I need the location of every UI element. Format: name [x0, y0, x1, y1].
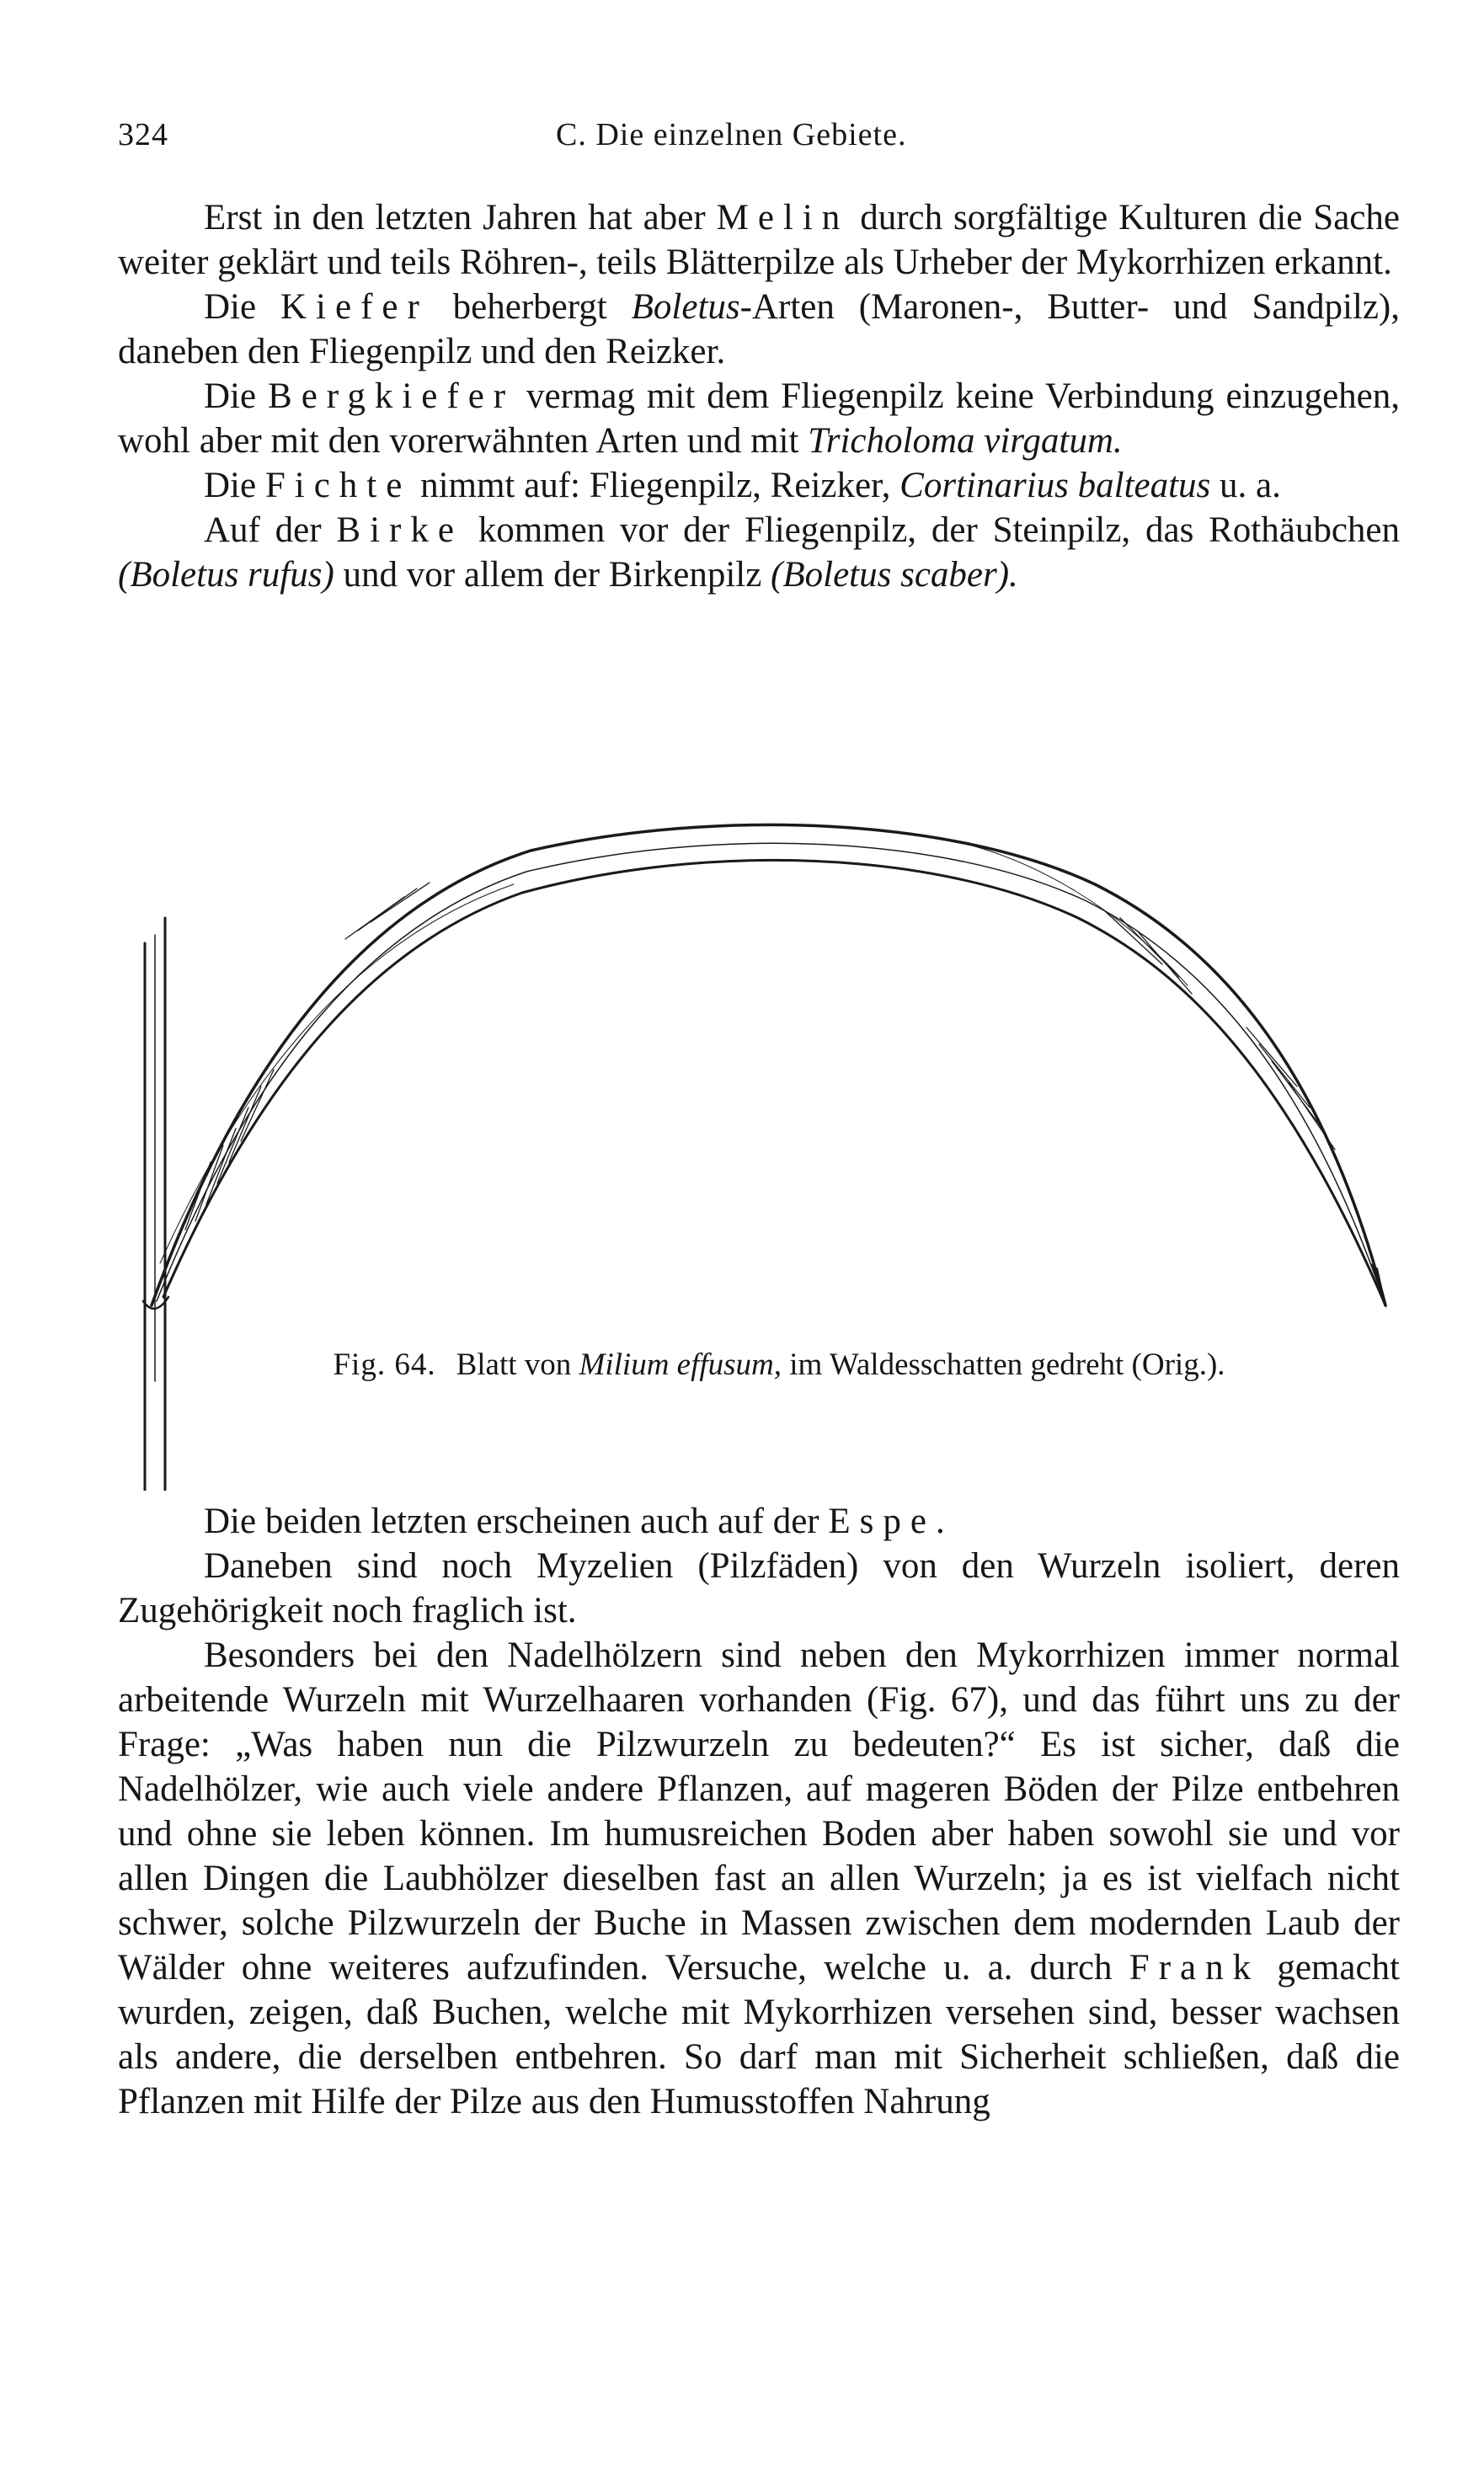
spaced-tree-espe: Espe — [828, 1502, 936, 1541]
paragraph-birke — [118, 508, 1400, 597]
caption-text: im Waldesschatten gedreht (Orig.). — [782, 1347, 1225, 1382]
paragraph-myzelien: Daneben sind noch Myzelien (Pilzfäden) von den Wurzeln isoliert, deren Zugehörigkeit noch fraglich ist. — [118, 1546, 1400, 1630]
text-run: Die — [204, 376, 269, 416]
text-run: gemacht wurden, zeigen, daß Buchen, welche mit Mykorrhizen versehen sind, besser wachsen als andere, die derselben entbehren. So darf man mit Sicherheit schließen, daß die Pflanzen mit Hilfe der Pilze aus den Humusstoffen Nahrung — [118, 1948, 1400, 2121]
text-run: vermag mit dem Fliegenpilz keine Verbindung einzugehen, wohl aber mit den vorerwähnten Arten und mit — [118, 376, 1400, 461]
figure-64 — [126, 792, 1407, 1491]
italic-species-boletus-rufus: (Boletus rufus) — [118, 555, 334, 595]
text-run: Besonders bei den Nadelhölzern sind neben den Mykorrhizen immer normal arbeitende Wurzeln mit Wurzelhaaren vorhanden (Fig. 67), und das führt uns zu der Frage: „Was haben nun die Pilzwurzeln zu bedeuten?“ Es ist sicher, daß die Nadelhölzer, wie auch viele andere Pflanzen, auf mageren Böden der Pilze entbehren und ohne sie leben können. Im humusreichen Boden aber haben sowohl sie und vor allen Dingen die Laubhölzer dieselben fast an allen Wurzeln; ja es ist vielfach nicht schwer, solche Pilzwurzeln der Buche in Massen zwischen dem modernden Laub der Wälder ohne weiteres aufzufinden. Versuche, welche u. a. durch — [118, 1636, 1400, 1988]
text-run: beherbergt — [428, 287, 632, 327]
text-run: Erst in den letzten Jahren hat aber — [204, 198, 717, 237]
leaf-vein-left — [160, 884, 514, 1263]
spaced-tree-fichte: Fichte — [264, 466, 412, 505]
spaced-tree-kiefer: Kiefer — [280, 287, 429, 327]
text-run: Auf der — [204, 510, 337, 550]
text-run: . — [935, 1502, 945, 1541]
leaf-midrib — [157, 843, 1385, 1305]
top-text-block — [118, 195, 1400, 597]
spaced-tree-birke: Birke — [336, 510, 463, 550]
page-number: 324 — [118, 117, 168, 152]
text-run: -Arten (Maronen-, Butter- und Sandpilz), daneben den Fliegenpilz und den Reizker. — [118, 287, 1400, 371]
text-run: Die — [204, 287, 280, 327]
text-run: nimmt auf: Fliegenpilz, Reizker, — [411, 466, 900, 505]
paragraph-kiefer — [118, 285, 1400, 374]
text-run: und vor allem der Birkenpilz — [334, 555, 771, 595]
paragraph-espe — [118, 1499, 1400, 1544]
bottom-text-block — [118, 1499, 1400, 2124]
caption-text: Blatt von — [456, 1347, 579, 1382]
spaced-tree-bergkiefer: Bergkiefer — [268, 376, 515, 416]
page-header — [118, 116, 1398, 158]
leaf-inner-edge — [163, 860, 1385, 1305]
caption-species: Milium effusum, — [579, 1347, 782, 1382]
figure-caption — [316, 1343, 1242, 1387]
figure-label: Fig. 64. — [333, 1347, 436, 1382]
paragraph-melin — [118, 195, 1400, 285]
leaf-hatching — [185, 883, 1335, 1230]
paragraph-bergkiefer — [118, 374, 1400, 463]
paragraph-nadelhoelzer — [118, 1633, 1400, 2124]
text-run: durch sorgfältige Kulturen die Sache weiter geklärt und teils Röhren-, teils Blätterpilze als Urheber der Mykorrhizen erkannt. — [118, 198, 1400, 282]
spaced-name-melin: Melin — [716, 198, 850, 237]
italic-species-tricholoma: Tricholoma virgatum. — [808, 421, 1123, 461]
leaf-outer-edge — [152, 824, 1385, 1305]
italic-species-cortinarius: Cortinarius balteatus — [899, 466, 1211, 505]
text-run: kommen vor der Fliegenpilz, der Steinpilz, das Rothäubchen — [462, 510, 1400, 550]
italic-species-boletus-scaber: (Boletus scaber). — [771, 555, 1018, 595]
text-run: Die beiden letzten erscheinen auch auf der — [204, 1502, 829, 1541]
running-head: C. Die einzelnen Gebiete. — [556, 117, 907, 152]
text-run: Die — [204, 466, 265, 505]
text-run: u. a. — [1210, 466, 1281, 505]
italic-genus-boletus: Boletus — [631, 287, 740, 327]
spaced-name-frank: Frank — [1129, 1948, 1261, 1988]
paragraph-fichte — [118, 463, 1400, 508]
